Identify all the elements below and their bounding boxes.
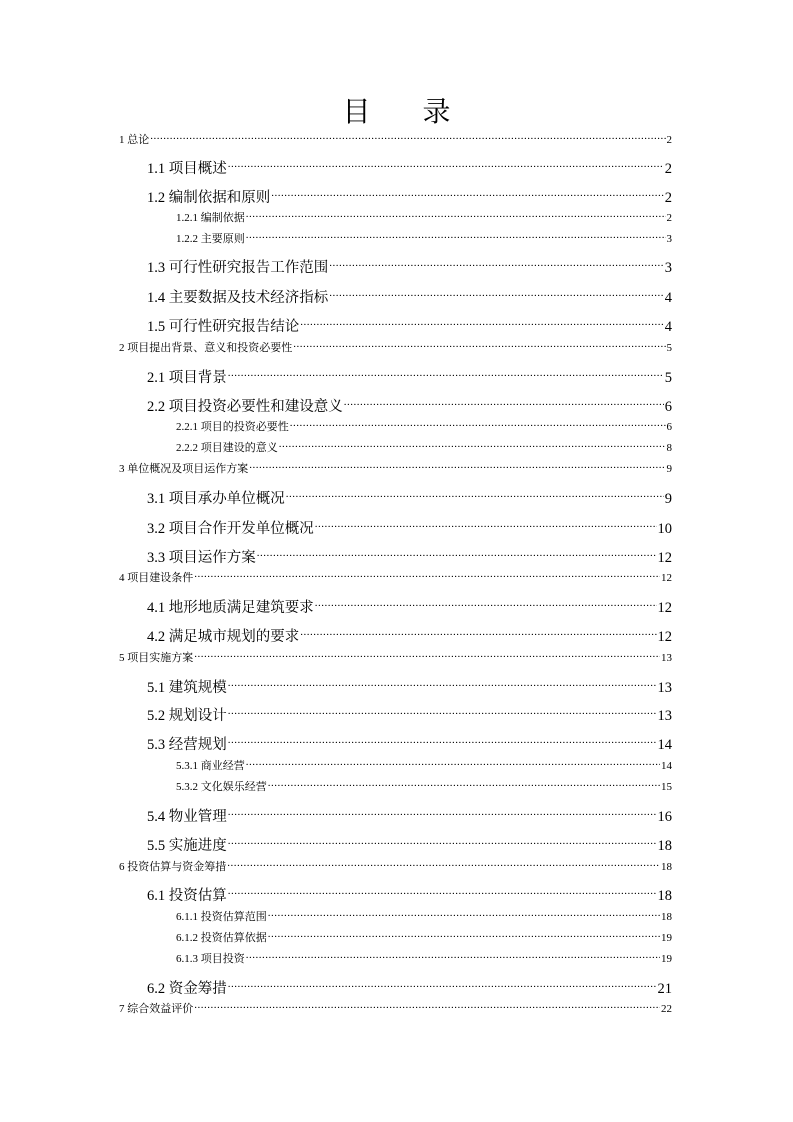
toc-entry-level-2[interactable]	[147, 806, 672, 826]
dot-leader	[315, 597, 657, 612]
dot-leader	[300, 316, 664, 331]
toc-entry-level-2[interactable]	[147, 488, 672, 508]
toc-entry-level-3[interactable]	[176, 758, 672, 773]
toc-entry-level-2[interactable]	[147, 287, 672, 307]
toc-entry-level-2[interactable]	[147, 316, 672, 336]
toc-entry-page-number: 10	[657, 520, 672, 537]
dot-leader	[293, 340, 665, 351]
toc-entry-label: 5.1 建筑规模	[147, 679, 227, 696]
dot-leader	[194, 570, 660, 581]
toc-entry-page-number: 18	[657, 837, 672, 854]
toc-entry-page-number: 5	[664, 369, 672, 386]
toc-entry-page-number: 9	[664, 490, 672, 507]
dot-leader	[268, 909, 660, 920]
dot-leader	[228, 806, 657, 821]
toc-entry-level-2[interactable]	[147, 257, 672, 277]
toc-entry-level-1[interactable]	[119, 650, 672, 665]
toc-entry-level-3[interactable]	[176, 231, 672, 246]
toc-entry-page-number: 22	[661, 1003, 672, 1015]
toc-entry-level-3[interactable]	[176, 930, 672, 945]
title-char-2: 录	[422, 95, 451, 128]
toc-entry-page-number: 19	[661, 932, 672, 944]
toc-entry-label: 1 总论	[119, 134, 150, 146]
toc-entry-label: 6.2 资金筹措	[147, 980, 227, 997]
toc-entry-label: 5.3 经营规划	[147, 736, 227, 753]
toc-entry-label: 5.4 物业管理	[147, 808, 227, 825]
toc-entry-label: 1.2.2 主要原则	[176, 233, 245, 245]
dot-leader	[249, 461, 665, 472]
toc-entry-page-number: 21	[657, 980, 672, 997]
dot-leader	[228, 705, 657, 720]
toc-entry-label: 6 投资估算与资金筹措	[119, 861, 227, 873]
toc-entry-level-2[interactable]	[147, 518, 672, 538]
toc-entry-page-number: 6	[666, 421, 672, 433]
toc-entry-level-2[interactable]	[147, 978, 672, 998]
toc-entry-page-number: 2	[664, 189, 672, 206]
toc-entry-level-2[interactable]	[147, 158, 672, 178]
toc-entry-page-number: 2	[666, 212, 672, 224]
dot-leader	[329, 287, 664, 302]
dot-leader	[194, 1001, 660, 1012]
toc-entry-label: 2.2 项目投资必要性和建设意义	[147, 398, 343, 415]
toc-entry-level-2[interactable]	[147, 734, 672, 754]
dot-leader	[228, 677, 657, 692]
toc-entry-label: 5.3.1 商业经营	[176, 760, 245, 772]
dot-leader	[228, 885, 657, 900]
dot-leader	[344, 396, 664, 411]
dot-leader	[268, 779, 660, 790]
toc-entry-label: 3.2 项目合作开发单位概况	[147, 520, 314, 537]
toc-entry-page-number: 9	[666, 463, 672, 475]
toc-entry-page-number: 13	[657, 707, 672, 724]
dot-leader	[329, 257, 664, 272]
toc-entry-page-number: 4	[664, 318, 672, 335]
toc-entry-page-number: 18	[661, 911, 672, 923]
toc-entry-label: 1.3 可行性研究报告工作范围	[147, 259, 329, 276]
toc-entry-level-1[interactable]	[119, 570, 672, 585]
dot-leader	[315, 518, 657, 533]
toc-entry-page-number: 6	[664, 398, 672, 415]
dot-leader	[246, 951, 660, 962]
toc-entry-label: 6.1.1 投资估算范围	[176, 911, 267, 923]
title-char-1: 目	[342, 95, 371, 128]
toc-entry-page-number: 5	[666, 342, 672, 354]
toc-entry-label: 6.1.2 投资估算依据	[176, 932, 267, 944]
toc-entry-label: 3.1 项目承办单位概况	[147, 490, 285, 507]
toc-entry-level-3[interactable]	[176, 909, 672, 924]
toc-entry-label: 4.2 满足城市规划的要求	[147, 628, 300, 645]
dot-leader	[290, 419, 666, 430]
dot-leader	[228, 158, 664, 173]
toc-entry-page-number: 12	[657, 599, 672, 616]
toc-entry-page-number: 3	[666, 233, 672, 245]
toc-entry-level-2[interactable]	[147, 187, 672, 207]
dot-leader	[271, 187, 664, 202]
toc-entry-label: 6.1.3 项目投资	[176, 953, 245, 965]
toc-entry-label: 2.2.2 项目建设的意义	[176, 442, 278, 454]
toc-entry-level-3[interactable]	[176, 419, 672, 434]
dot-leader	[246, 758, 660, 769]
toc-entry-level-3[interactable]	[176, 951, 672, 966]
toc-entry-label: 5.3.2 文化娱乐经营	[176, 781, 267, 793]
toc-entry-label: 6.1 投资估算	[147, 887, 227, 904]
toc-entry-page-number: 18	[661, 861, 672, 873]
dot-leader	[257, 547, 657, 562]
dot-leader	[279, 440, 666, 451]
toc-entry-level-3[interactable]	[176, 440, 672, 455]
toc-entry-label: 3.3 项目运作方案	[147, 549, 256, 566]
dot-leader	[246, 231, 666, 242]
toc-entry-level-3[interactable]	[176, 210, 672, 225]
toc-entry-page-number: 13	[661, 652, 672, 664]
toc-entry-label: 4 项目建设条件	[119, 572, 194, 584]
toc-entry-level-2[interactable]	[147, 705, 672, 725]
toc-entry-page-number: 12	[657, 549, 672, 566]
toc-entry-level-2[interactable]	[147, 597, 672, 617]
toc-entry-level-2[interactable]	[147, 626, 672, 646]
toc-entry-page-number: 12	[661, 572, 672, 584]
dot-leader	[228, 734, 657, 749]
toc-entry-label: 2.2.1 项目的投资必要性	[176, 421, 289, 433]
toc-entry-page-number: 2	[666, 134, 672, 146]
toc-entry-label: 1.5 可行性研究报告结论	[147, 318, 300, 335]
toc-entry-page-number: 13	[657, 679, 672, 696]
toc-entry-page-number: 14	[661, 760, 672, 772]
toc-entry-page-number: 4	[664, 289, 672, 306]
toc-entry-level-1[interactable]	[119, 340, 672, 355]
toc-entry-label: 5.5 实施进度	[147, 837, 227, 854]
toc-entry-page-number: 14	[657, 736, 672, 753]
toc-entry-page-number: 16	[657, 808, 672, 825]
toc-entry-page-number: 12	[657, 628, 672, 645]
toc-entry-page-number: 15	[661, 781, 672, 793]
toc-entry-level-2[interactable]	[147, 547, 672, 567]
dot-leader	[228, 367, 664, 382]
toc-entry-label: 4.1 地形地质满足建筑要求	[147, 599, 314, 616]
toc-entry-level-2[interactable]	[147, 885, 672, 905]
toc-entry-level-3[interactable]	[176, 779, 672, 794]
dot-leader	[300, 626, 656, 641]
toc-entry-level-1[interactable]	[119, 1001, 672, 1016]
toc-entry-level-2[interactable]	[147, 396, 672, 416]
toc-entry-level-1[interactable]	[119, 132, 672, 147]
toc-entry-level-2[interactable]	[147, 367, 672, 387]
toc-entry-page-number: 18	[657, 887, 672, 904]
dot-leader	[286, 488, 664, 503]
toc-entry-label: 2 项目提出背景、意义和投资必要性	[119, 342, 293, 354]
toc-entry-label: 5 项目实施方案	[119, 652, 194, 664]
toc-entry-page-number: 19	[661, 953, 672, 965]
toc-entry-level-2[interactable]	[147, 677, 672, 697]
toc-entry-label: 5.2 规划设计	[147, 707, 227, 724]
toc-entry-label: 2.1 项目背景	[147, 369, 227, 386]
toc-entry-label: 1.1 项目概述	[147, 160, 227, 177]
toc-entry-level-1[interactable]	[119, 859, 672, 874]
toc-entry-page-number: 2	[664, 160, 672, 177]
toc-entry-page-number: 8	[666, 442, 672, 454]
toc-entry-level-2[interactable]	[147, 835, 672, 855]
toc-entry-label: 1.4 主要数据及技术经济指标	[147, 289, 329, 306]
dot-leader	[228, 835, 657, 850]
dot-leader	[228, 978, 657, 993]
toc-entry-page-number: 3	[664, 259, 672, 276]
dot-leader	[194, 650, 660, 661]
toc-entry-label: 3 单位概况及项目运作方案	[119, 463, 249, 475]
toc-entry-level-1[interactable]	[119, 461, 672, 476]
toc-entry-label: 7 综合效益评价	[119, 1003, 194, 1015]
dot-leader	[227, 859, 660, 870]
toc-entry-label: 1.2 编制依据和原则	[147, 189, 271, 206]
dot-leader	[268, 930, 660, 941]
dot-leader	[150, 132, 665, 143]
dot-leader	[246, 210, 666, 221]
toc-entry-label: 1.2.1 编制依据	[176, 212, 245, 224]
